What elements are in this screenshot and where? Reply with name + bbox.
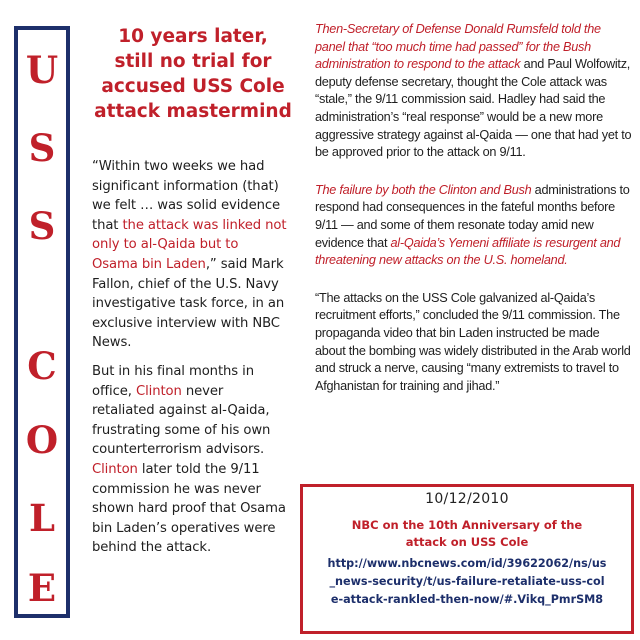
text-run: “The attacks on the USS Cole galvanized al-Qaida’s recruitment efforts,” concluded the 9/11 commission. The propaganda video that bin Laden instructed be made about the bombing was widely distributed in the Arab world and struck a nerve, causing “many extremists to travel to Afghanistan for training and jihad.” (315, 290, 631, 393)
rumsfeld-paragraph (315, 21, 633, 162)
failure-paragraph (315, 182, 633, 270)
text-run: administrations to respond had consequences in the fateful months before 9/11 — and some of them resonate today amid new evidence that (315, 182, 630, 250)
uss-cole-banner (14, 26, 70, 618)
banner-letter: U (25, 48, 59, 92)
highlight-text: Clinton (92, 461, 138, 477)
left-column (92, 157, 288, 567)
headline (92, 24, 294, 124)
text-run: later told the 9/11 commission he was never shown hard proof that Osama bin Laden’s operatives were behind the attack. (92, 461, 286, 556)
banner-letter: S (28, 204, 56, 248)
banner-letter: E (27, 566, 57, 610)
banner-letter: C (27, 344, 57, 388)
headline-line: accused USS Cole (101, 76, 285, 97)
highlight-text: Then-Secretary of Defense Donald Rumsfeld told the panel that “too much time had passed” for the Bush administration to respond to the attack (315, 22, 601, 72)
right-column (315, 21, 633, 415)
text-run: “Within two weeks we had significant information (that) we felt … was solid evidence that (92, 159, 281, 233)
highlight-text: The failure by both the Clinton and Bush (315, 182, 532, 197)
text-run: and Paul Wolfowitz, deputy defense secretary, thought the Cole attack was “stale,” the 9/11 commission said. Hadley had said the administration’s “real response” would be a new more aggressive strategy against al-Qaida — one that had yet to be approved prior to the attack on 9/11. (315, 57, 632, 160)
clinton-paragraph (92, 362, 288, 558)
source-title: NBC on the 10th Anniversary of the attack on USS Cole (351, 518, 583, 549)
highlight-text: the attack was linked not only to al-Qaida but to Osama bin Laden (92, 217, 287, 272)
source-box (300, 484, 634, 634)
text-run: ,” said Mark Fallon, chief of the U.S. Navy investigative task force, in an exclusive interview with NBC News. (92, 256, 285, 351)
source-url-link[interactable]: http://www.nbcnews.com/id/39622062/ns/us_news-security/t/us-failure-retaliate-uss-cole-attack-rankled-then-now/#.Vikq_PmrSM8 (327, 557, 607, 606)
text-run: But in his final months in office, (92, 363, 254, 399)
banner-letter: O (25, 418, 59, 462)
headline-line: still no trial for (114, 51, 272, 72)
source-date: 10/12/2010 (425, 491, 509, 507)
headline-line: attack mastermind (94, 101, 292, 122)
text-run: never retaliated against al-Qaida, frustrating some of his own counterterrorism advisors. (92, 383, 271, 458)
fallon-quote-paragraph (92, 157, 288, 353)
banner-letter: L (28, 496, 55, 540)
commission-paragraph (315, 290, 633, 396)
highlight-text: Clinton (135, 383, 182, 399)
headline-line: 10 years later, (118, 26, 268, 47)
highlight-text: al-Qaida’s Yemeni affiliate is resurgent and threatening new attacks on the U.S. homeland. (315, 235, 621, 268)
banner-letter: S (28, 126, 56, 170)
